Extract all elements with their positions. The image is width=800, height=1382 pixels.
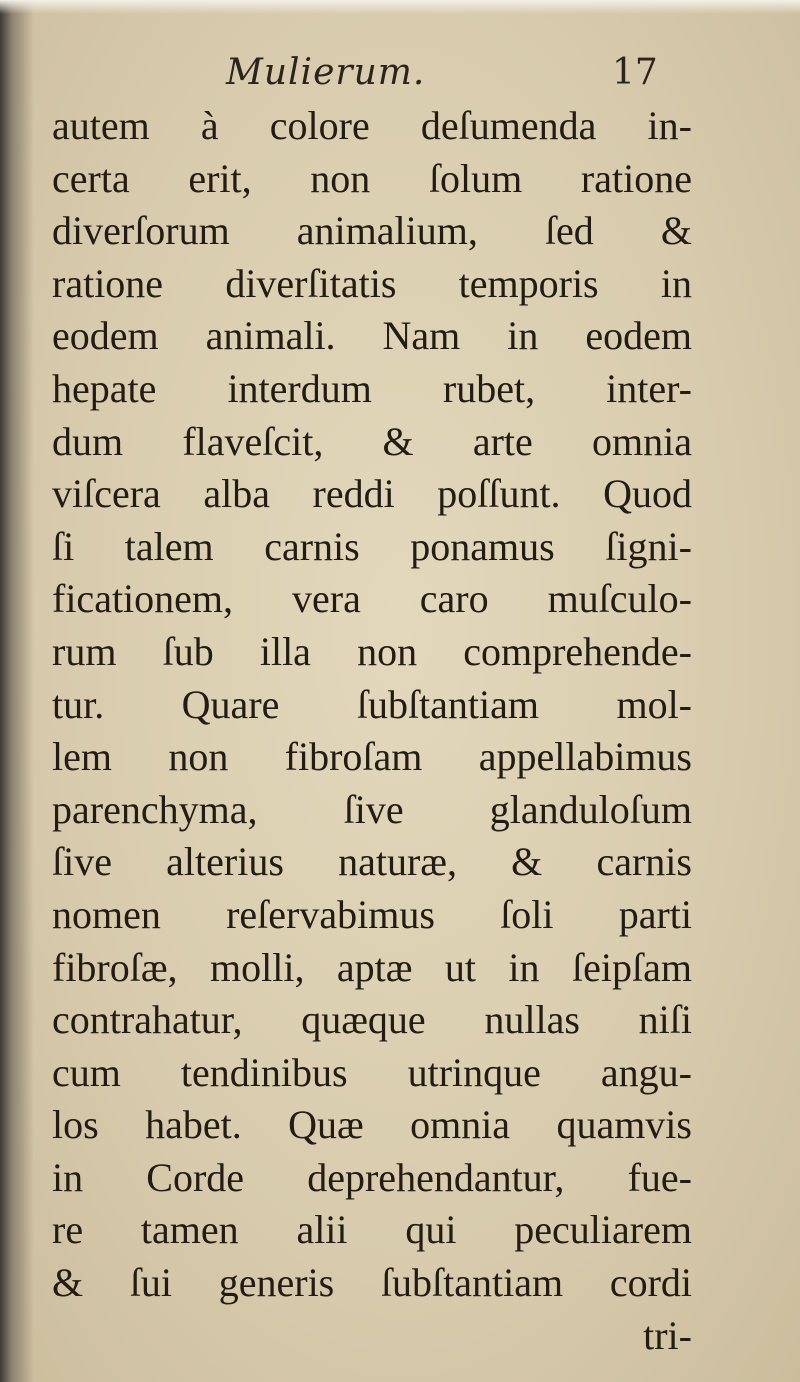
text-line bbox=[52, 1204, 692, 1257]
text-line bbox=[52, 258, 692, 311]
word: deſumenda bbox=[420, 103, 597, 148]
word: tendinibus bbox=[180, 1049, 348, 1095]
word: Quod bbox=[603, 471, 692, 517]
word: deprehendantur, bbox=[307, 1154, 565, 1200]
word: ſigni- bbox=[605, 523, 692, 569]
word: omnia bbox=[592, 418, 692, 464]
word: ratione bbox=[580, 155, 692, 201]
catchword: tri- bbox=[643, 1312, 692, 1358]
word: muſculo- bbox=[547, 576, 692, 622]
word: fibroſam bbox=[284, 734, 423, 780]
text-line bbox=[52, 310, 692, 363]
word: colore bbox=[269, 103, 370, 148]
word: non bbox=[357, 628, 418, 674]
word: alterius bbox=[166, 839, 284, 885]
text-line bbox=[52, 1047, 692, 1100]
word: habet. bbox=[145, 1102, 242, 1148]
word: temporis bbox=[458, 260, 599, 306]
word: ſub bbox=[162, 628, 214, 674]
page-number: 17 bbox=[612, 52, 658, 93]
word: Quare bbox=[181, 681, 280, 727]
word: in bbox=[52, 1154, 84, 1200]
word: & bbox=[660, 208, 692, 254]
text-line bbox=[52, 942, 692, 995]
word: molli, bbox=[209, 944, 305, 990]
word: quamvis bbox=[556, 1102, 692, 1148]
text-line bbox=[52, 1257, 692, 1310]
text-line bbox=[52, 573, 692, 626]
word: ratione bbox=[52, 260, 164, 306]
word: diverſorum bbox=[52, 208, 230, 254]
word: diverſitatis bbox=[225, 260, 397, 306]
word: mol- bbox=[616, 681, 692, 727]
word: glanduloſum bbox=[489, 786, 692, 832]
word: dum bbox=[52, 418, 124, 464]
word: fibroſæ, bbox=[52, 944, 178, 990]
text-line bbox=[52, 889, 692, 942]
word: contrahatur, bbox=[52, 997, 243, 1043]
word: hepate bbox=[52, 365, 157, 411]
word: certa bbox=[52, 155, 130, 201]
word: re bbox=[52, 1207, 84, 1253]
word: naturæ, bbox=[338, 839, 457, 885]
word: peculiarem bbox=[514, 1207, 692, 1253]
text-line bbox=[52, 1152, 692, 1205]
word: tur. bbox=[52, 681, 105, 727]
word: reſervabimus bbox=[226, 891, 435, 937]
word: eodem bbox=[52, 313, 159, 359]
catchword-line bbox=[52, 1310, 692, 1363]
text-line bbox=[52, 521, 692, 574]
page-top-edge bbox=[0, 0, 800, 14]
text-line bbox=[52, 994, 692, 1047]
word: omnia bbox=[410, 1102, 511, 1148]
body-text bbox=[52, 100, 692, 1362]
text-line bbox=[52, 836, 692, 889]
word: viſcera bbox=[52, 471, 161, 517]
word: reddi bbox=[312, 471, 395, 517]
word: fue- bbox=[627, 1154, 692, 1200]
word: nomen bbox=[52, 891, 161, 937]
word: in bbox=[508, 944, 540, 990]
word: non bbox=[168, 734, 229, 780]
word: & bbox=[511, 839, 543, 885]
word: angu- bbox=[600, 1049, 692, 1095]
word: ſoli bbox=[500, 891, 554, 937]
word: alii bbox=[296, 1207, 348, 1253]
word: eodem bbox=[585, 313, 692, 359]
word: cum bbox=[52, 1049, 121, 1095]
word: appellabimus bbox=[478, 734, 692, 780]
word: in- bbox=[647, 103, 692, 148]
word: carnis bbox=[596, 839, 692, 885]
word: parenchyma, bbox=[52, 786, 258, 832]
word: Nam bbox=[382, 313, 461, 359]
text-line bbox=[52, 363, 692, 416]
word: aptæ bbox=[336, 944, 413, 990]
word: los bbox=[52, 1102, 99, 1148]
word: illa bbox=[259, 628, 311, 674]
word: animalium, bbox=[296, 208, 478, 254]
word: ſive bbox=[52, 839, 112, 885]
word: ut bbox=[444, 944, 476, 990]
word: ficationem, bbox=[52, 576, 234, 622]
word: ponamus bbox=[410, 523, 555, 569]
word: & bbox=[382, 418, 414, 464]
word: poſſunt. bbox=[437, 471, 561, 517]
word: à bbox=[200, 103, 219, 148]
word: rum bbox=[52, 628, 117, 674]
running-head: Mulierum. bbox=[226, 52, 426, 93]
word: generis bbox=[218, 1260, 335, 1306]
word: & bbox=[52, 1260, 84, 1306]
word: ſive bbox=[343, 786, 404, 832]
word: ſi bbox=[52, 523, 75, 569]
word: nullas bbox=[484, 997, 580, 1043]
word: qui bbox=[405, 1207, 457, 1253]
word: autem bbox=[52, 103, 150, 148]
word: ſubſtantiam bbox=[380, 1260, 564, 1306]
text-line bbox=[52, 626, 692, 679]
text-line bbox=[52, 205, 692, 258]
word: lem bbox=[52, 734, 112, 780]
word: ſeipſam bbox=[571, 944, 692, 990]
word: flaveſcit, bbox=[182, 418, 324, 464]
word: ſubſtantiam bbox=[356, 681, 540, 727]
text-line bbox=[52, 416, 692, 469]
word: in bbox=[507, 313, 539, 359]
word: comprehende- bbox=[463, 628, 692, 674]
word: in bbox=[660, 260, 692, 306]
word: ſolum bbox=[428, 155, 523, 201]
text-line bbox=[52, 679, 692, 732]
word: arte bbox=[472, 418, 533, 464]
text-line bbox=[52, 784, 692, 837]
word: parti bbox=[618, 891, 692, 937]
word: talem bbox=[124, 523, 214, 569]
word: ſui bbox=[129, 1260, 173, 1306]
word: inter- bbox=[606, 365, 692, 411]
gutter-shadow bbox=[0, 0, 34, 1382]
word: animali. bbox=[205, 313, 336, 359]
word: alba bbox=[203, 471, 270, 517]
word: rubet, bbox=[442, 365, 536, 411]
word: carnis bbox=[264, 523, 360, 569]
word: vera bbox=[292, 576, 361, 622]
word: non bbox=[310, 155, 371, 201]
word: niſi bbox=[638, 997, 692, 1043]
text-line bbox=[52, 731, 692, 784]
text-line bbox=[52, 1099, 692, 1152]
word: tamen bbox=[140, 1207, 239, 1253]
word: cordi bbox=[609, 1260, 692, 1306]
word: erit, bbox=[188, 155, 252, 201]
word: ſed bbox=[544, 208, 594, 254]
word: utrinque bbox=[407, 1049, 541, 1095]
text-line bbox=[52, 100, 692, 153]
word: Corde bbox=[146, 1154, 245, 1200]
word: caro bbox=[419, 576, 489, 622]
text-line bbox=[52, 153, 692, 206]
word: interdum bbox=[227, 365, 372, 411]
word: quæque bbox=[301, 997, 426, 1043]
text-line bbox=[52, 468, 692, 521]
word: Quæ bbox=[288, 1102, 364, 1148]
